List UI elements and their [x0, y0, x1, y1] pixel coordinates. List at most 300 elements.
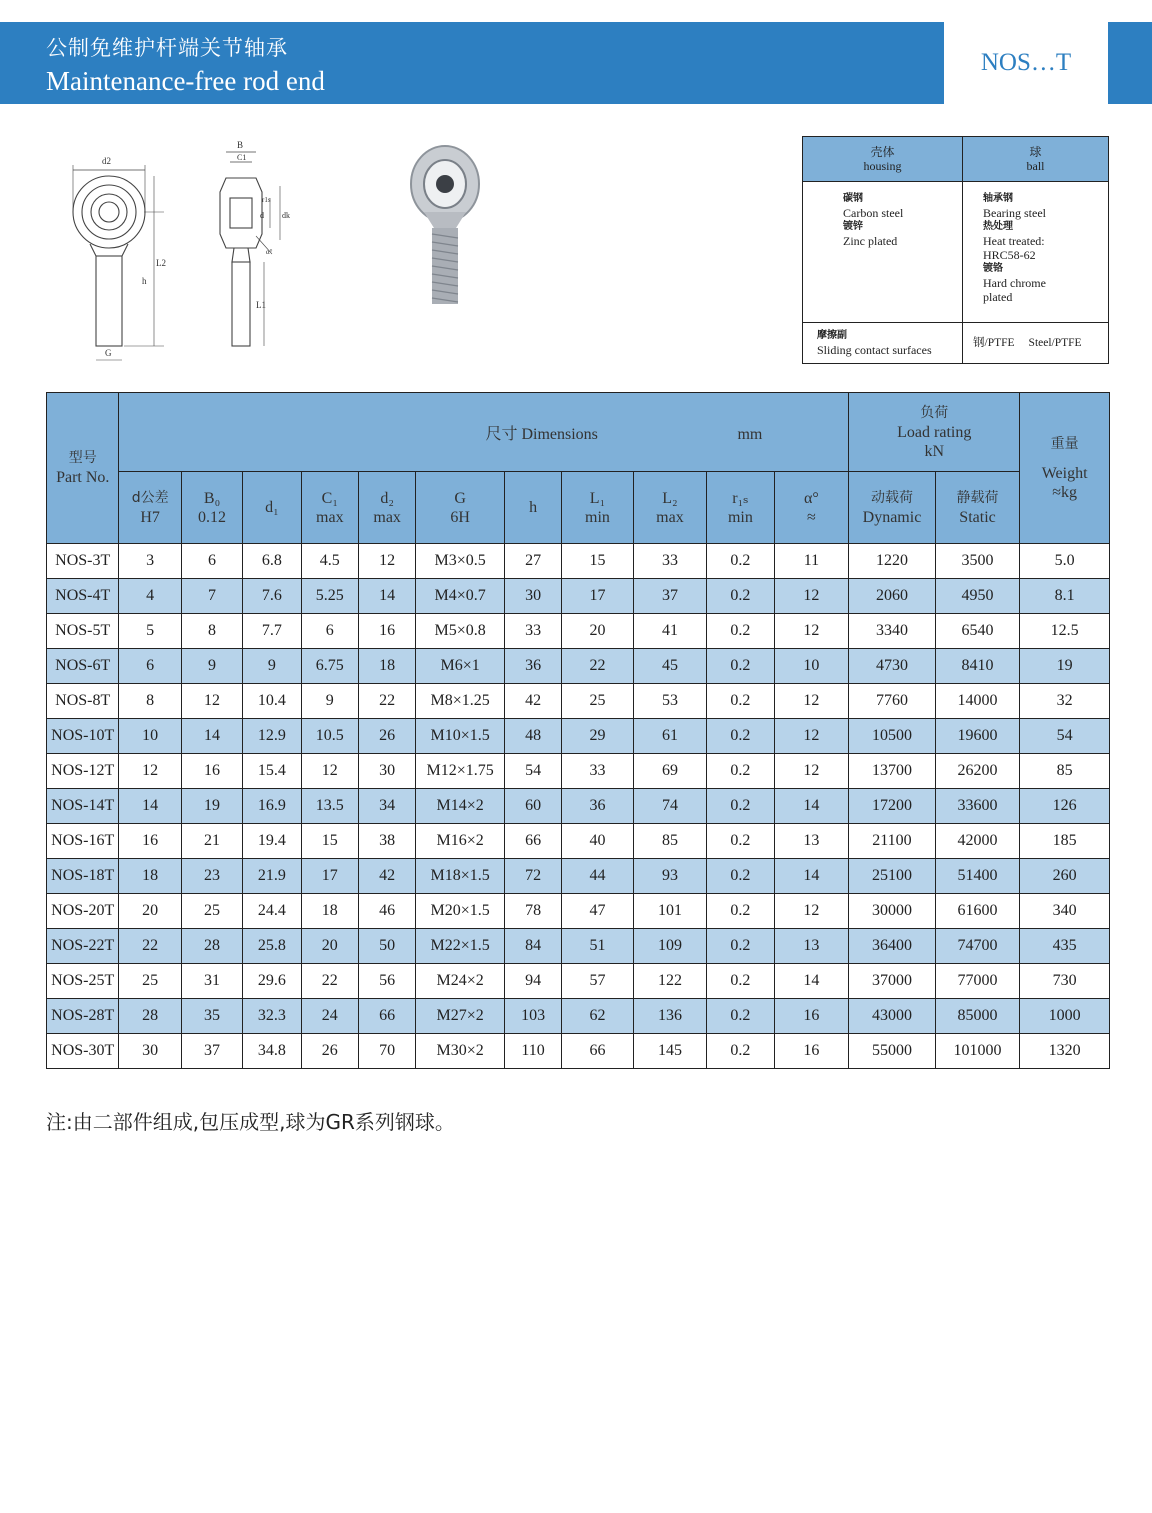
- dimension-column-header: [562, 472, 633, 544]
- label-alpha: α°: [266, 248, 273, 256]
- header-banner: [0, 22, 944, 104]
- table-cell: 31: [181, 964, 242, 999]
- table-cell: 0.2: [707, 684, 774, 719]
- table-cell: 57: [562, 964, 633, 999]
- table-cell: 6: [301, 614, 358, 649]
- table-cell: 435: [1020, 929, 1110, 964]
- table-cell: 12: [774, 894, 849, 929]
- table-cell: 74700: [935, 929, 1020, 964]
- part-number-cell: NOS-3T: [47, 544, 119, 579]
- part-number-cell: NOS-12T: [47, 754, 119, 789]
- table-cell: M14×2: [416, 789, 505, 824]
- table-row: [47, 684, 1110, 719]
- table-cell: 30: [358, 754, 415, 789]
- table-cell: 26200: [935, 754, 1020, 789]
- table-cell: 15: [301, 824, 358, 859]
- table-cell: 0.2: [707, 789, 774, 824]
- table-cell: 66: [358, 999, 415, 1034]
- materials-table: [802, 136, 1109, 364]
- table-cell: M6×1: [416, 649, 505, 684]
- part-number-cell: NOS-28T: [47, 999, 119, 1034]
- table-cell: 0.2: [707, 614, 774, 649]
- table-cell: 16: [774, 1034, 849, 1069]
- table-cell: 101: [633, 894, 706, 929]
- table-cell: 12: [181, 684, 242, 719]
- dimension-column-tolerance: max: [656, 508, 684, 526]
- housing-header: [803, 137, 963, 182]
- ball-header-cn: 球: [1029, 145, 1042, 159]
- ball-line: 轴承钢: [983, 193, 1013, 204]
- dimension-column-tolerance: ≈: [807, 508, 816, 526]
- dimension-column-tolerance: max: [373, 508, 401, 526]
- table-cell: 30: [504, 579, 561, 614]
- table-cell: 12: [774, 684, 849, 719]
- table-cell: 50: [358, 929, 415, 964]
- label-dk: dk: [282, 211, 290, 220]
- table-cell: 12: [774, 754, 849, 789]
- table-cell: 4: [119, 579, 181, 614]
- table-cell: M4×0.7: [416, 579, 505, 614]
- table-cell: 27: [504, 544, 561, 579]
- weight-unit: ≈kg: [1052, 483, 1078, 501]
- table-cell: 55000: [849, 1034, 936, 1069]
- sliding-value-cn: 钢/PTFE: [973, 337, 1015, 349]
- table-cell: 25: [562, 684, 633, 719]
- table-cell: 13700: [849, 754, 936, 789]
- table-cell: 30: [119, 1034, 181, 1069]
- table-cell: 3340: [849, 614, 936, 649]
- ball-line: Hard chrome: [983, 276, 1046, 290]
- table-cell: M5×0.8: [416, 614, 505, 649]
- table-row: [47, 999, 1110, 1034]
- table-cell: 13.5: [301, 789, 358, 824]
- table-cell: 26: [301, 1034, 358, 1069]
- table-row: [47, 754, 1110, 789]
- title-english: Maintenance-free rod end: [46, 66, 325, 96]
- table-cell: 29.6: [243, 964, 301, 999]
- table-cell: 6540: [935, 614, 1020, 649]
- table-cell: 20: [562, 614, 633, 649]
- housing-line: 镀锌: [843, 221, 863, 232]
- part-number-cell: NOS-16T: [47, 824, 119, 859]
- table-cell: M18×1.5: [416, 859, 505, 894]
- sliding-contact-en: Sliding contact surfaces: [817, 343, 932, 357]
- dimension-column-symbol: C₁: [321, 489, 338, 507]
- label-G: G: [105, 348, 112, 358]
- part-number-cell: NOS-22T: [47, 929, 119, 964]
- table-cell: 69: [633, 754, 706, 789]
- table-cell: 20: [119, 894, 181, 929]
- footnote: 注:由二部件组成,包压成型,球为GR系列钢球。: [46, 1110, 455, 1134]
- dimension-column-header: [774, 472, 849, 544]
- table-cell: M3×0.5: [416, 544, 505, 579]
- table-cell: 103: [504, 999, 561, 1034]
- front-view-drawing: [73, 165, 164, 360]
- dimension-column-header: [633, 472, 706, 544]
- table-cell: 1000: [1020, 999, 1110, 1034]
- table-cell: 10.4: [243, 684, 301, 719]
- table-cell: 0.2: [707, 719, 774, 754]
- table-cell: 36: [504, 649, 561, 684]
- table-cell: 0.2: [707, 649, 774, 684]
- table-cell: 14: [774, 789, 849, 824]
- table-cell: 110: [504, 1034, 561, 1069]
- part-number-cell: NOS-18T: [47, 859, 119, 894]
- table-cell: 17200: [849, 789, 936, 824]
- dimension-column-tolerance: H7: [140, 508, 160, 526]
- table-cell: 0.2: [707, 999, 774, 1034]
- table-cell: 54: [1020, 719, 1110, 754]
- dimension-column-header: [707, 472, 774, 544]
- table-cell: M30×2: [416, 1034, 505, 1069]
- part-number-header: [47, 393, 119, 544]
- table-cell: 14: [181, 719, 242, 754]
- table-cell: 12: [119, 754, 181, 789]
- table-cell: 145: [633, 1034, 706, 1069]
- table-cell: 66: [562, 1034, 633, 1069]
- table-cell: 16: [774, 999, 849, 1034]
- table-cell: 6.75: [301, 649, 358, 684]
- table-cell: 1320: [1020, 1034, 1110, 1069]
- table-cell: 185: [1020, 824, 1110, 859]
- table-cell: 47: [562, 894, 633, 929]
- table-cell: 42: [358, 859, 415, 894]
- dimension-column-symbol: d₁: [265, 499, 279, 516]
- table-cell: 85: [633, 824, 706, 859]
- table-cell: 33: [504, 614, 561, 649]
- table-cell: 33: [562, 754, 633, 789]
- table-cell: 4950: [935, 579, 1020, 614]
- table-cell: 54: [504, 754, 561, 789]
- table-cell: 6: [119, 649, 181, 684]
- table-cell: 13: [774, 929, 849, 964]
- table-row: [47, 894, 1110, 929]
- table-cell: 22: [358, 684, 415, 719]
- table-cell: 12: [301, 754, 358, 789]
- table-cell: 0.2: [707, 579, 774, 614]
- dimension-column-symbol: d₂: [380, 489, 394, 507]
- dynamic-header: [849, 472, 936, 544]
- part-number-cell: NOS-5T: [47, 614, 119, 649]
- table-cell: 25.8: [243, 929, 301, 964]
- dimension-column-header: [243, 472, 301, 544]
- table-cell: 14000: [935, 684, 1020, 719]
- table-row: [47, 1034, 1110, 1069]
- table-cell: 60: [504, 789, 561, 824]
- table-cell: 28: [181, 929, 242, 964]
- table-row: [47, 614, 1110, 649]
- table-cell: 84: [504, 929, 561, 964]
- housing-line: Carbon steel: [843, 206, 904, 220]
- dimensions-unit: mm: [737, 426, 763, 443]
- sliding-contact-value: [963, 323, 1109, 364]
- table-row: [47, 824, 1110, 859]
- dimension-column-tolerance: 6H: [450, 508, 470, 526]
- sliding-contact-cn: 摩擦副: [817, 330, 847, 341]
- table-cell: 53: [633, 684, 706, 719]
- table-cell: 10.5: [301, 719, 358, 754]
- dimension-column-symbol: α°: [804, 489, 819, 507]
- table-cell: 340: [1020, 894, 1110, 929]
- table-cell: 10500: [849, 719, 936, 754]
- table-row: [47, 719, 1110, 754]
- dimension-column-symbol: L₁: [589, 489, 606, 507]
- table-cell: 25100: [849, 859, 936, 894]
- table-row: [47, 929, 1110, 964]
- table-cell: 12: [774, 719, 849, 754]
- table-cell: 16.9: [243, 789, 301, 824]
- table-cell: 122: [633, 964, 706, 999]
- table-cell: 37: [633, 579, 706, 614]
- table-cell: 16: [358, 614, 415, 649]
- table-cell: 74: [633, 789, 706, 824]
- table-cell: 85: [1020, 754, 1110, 789]
- table-cell: M16×2: [416, 824, 505, 859]
- table-cell: 48: [504, 719, 561, 754]
- table-cell: 9: [243, 649, 301, 684]
- part-number-cell: NOS-8T: [47, 684, 119, 719]
- table-cell: 25: [181, 894, 242, 929]
- dimensions-header: [119, 393, 849, 472]
- table-cell: 29: [562, 719, 633, 754]
- table-cell: 17: [562, 579, 633, 614]
- dimension-column-tolerance: min: [585, 508, 610, 526]
- table-cell: 14: [119, 789, 181, 824]
- dimension-column-tolerance: 0.12: [198, 508, 227, 526]
- table-cell: 7.7: [243, 614, 301, 649]
- table-cell: 62: [562, 999, 633, 1034]
- table-cell: 7: [181, 579, 242, 614]
- table-cell: 38: [358, 824, 415, 859]
- table-cell: 18: [358, 649, 415, 684]
- dimensions-label: 尺寸 Dimensions: [485, 426, 598, 443]
- dimension-column-header: [301, 472, 358, 544]
- table-cell: 24.4: [243, 894, 301, 929]
- table-cell: 94: [504, 964, 561, 999]
- table-cell: 17: [301, 859, 358, 894]
- table-cell: 10: [774, 649, 849, 684]
- table-cell: M20×1.5: [416, 894, 505, 929]
- table-cell: 51400: [935, 859, 1020, 894]
- dimension-column-header: [181, 472, 242, 544]
- table-cell: 15.4: [243, 754, 301, 789]
- table-cell: 136: [633, 999, 706, 1034]
- table-row: [47, 649, 1110, 684]
- table-cell: 12: [774, 614, 849, 649]
- table-cell: 56: [358, 964, 415, 999]
- table-cell: 6.8: [243, 544, 301, 579]
- specification-table: [46, 392, 1110, 1069]
- product-photo: [411, 146, 479, 304]
- table-cell: 6: [181, 544, 242, 579]
- table-cell: 20: [301, 929, 358, 964]
- label-h: h: [142, 276, 147, 286]
- table-cell: 40: [562, 824, 633, 859]
- table-cell: 36400: [849, 929, 936, 964]
- static-header-cn: 静载荷: [956, 489, 999, 506]
- table-cell: 34: [358, 789, 415, 824]
- table-cell: M24×2: [416, 964, 505, 999]
- table-cell: 18: [301, 894, 358, 929]
- table-cell: 61600: [935, 894, 1020, 929]
- sliding-contact-label: [803, 323, 963, 364]
- label-L2: L2: [156, 258, 166, 268]
- dimension-column-tolerance: min: [727, 508, 753, 526]
- dimension-column-tolerance: max: [316, 508, 344, 526]
- table-cell: M12×1.75: [416, 754, 505, 789]
- table-cell: 5.25: [301, 579, 358, 614]
- load-rating-header: [849, 393, 1020, 472]
- table-cell: 34.8: [243, 1034, 301, 1069]
- ball-line: HRC58-62: [983, 248, 1036, 262]
- dimension-column-symbol: d公差: [131, 489, 169, 506]
- housing-line: 碳钢: [843, 193, 863, 204]
- table-cell: 19: [181, 789, 242, 824]
- sliding-value-en: Steel/PTFE: [1028, 337, 1082, 349]
- table-cell: 7760: [849, 684, 936, 719]
- table-cell: 78: [504, 894, 561, 929]
- part-number-header-en: Part No.: [56, 469, 110, 486]
- label-r1s: r1s: [262, 196, 271, 204]
- table-cell: 16: [181, 754, 242, 789]
- weight-header: [1020, 393, 1110, 544]
- table-cell: 13: [774, 824, 849, 859]
- dimension-column-symbol: G: [454, 489, 466, 507]
- part-number-cell: NOS-6T: [47, 649, 119, 684]
- table-cell: 70: [358, 1034, 415, 1069]
- table-cell: 16: [119, 824, 181, 859]
- label-L1: L1: [256, 300, 266, 310]
- table-cell: 33: [633, 544, 706, 579]
- table-cell: 0.2: [707, 859, 774, 894]
- weight-header-cn: 重量: [1050, 435, 1079, 452]
- table-cell: 28: [119, 999, 181, 1034]
- table-cell: M22×1.5: [416, 929, 505, 964]
- ball-line: Heat treated:: [983, 234, 1045, 248]
- table-cell: 0.2: [707, 894, 774, 929]
- table-cell: 22: [301, 964, 358, 999]
- table-cell: 11: [774, 544, 849, 579]
- dimension-column-header: [504, 472, 561, 544]
- table-row: [47, 789, 1110, 824]
- table-cell: 260: [1020, 859, 1110, 894]
- load-rating-header-cn: 负荷: [920, 404, 949, 421]
- table-cell: 37: [181, 1034, 242, 1069]
- table-cell: 10: [119, 719, 181, 754]
- label-d: d: [260, 211, 264, 220]
- load-rating-unit: kN: [924, 442, 945, 460]
- static-header-en: Static: [959, 508, 996, 526]
- table-cell: 45: [633, 649, 706, 684]
- part-number-header-cn: 型号: [68, 450, 97, 466]
- part-number-cell: NOS-20T: [47, 894, 119, 929]
- weight-header-en: Weight: [1041, 464, 1088, 482]
- table-cell: 4.5: [301, 544, 358, 579]
- load-rating-header-en: Load rating: [897, 423, 972, 441]
- table-cell: 25: [119, 964, 181, 999]
- rod-end-drawings: [44, 132, 514, 372]
- table-cell: 23: [181, 859, 242, 894]
- table-cell: 15: [562, 544, 633, 579]
- table-cell: 26: [358, 719, 415, 754]
- table-cell: 3: [119, 544, 181, 579]
- table-cell: M8×1.25: [416, 684, 505, 719]
- table-cell: 32: [1020, 684, 1110, 719]
- table-row: [47, 859, 1110, 894]
- table-cell: 8.1: [1020, 579, 1110, 614]
- dimension-column-symbol: r₁ₛ: [732, 489, 749, 507]
- table-cell: 12.9: [243, 719, 301, 754]
- table-cell: 19.4: [243, 824, 301, 859]
- table-row: [47, 544, 1110, 579]
- table-row: [47, 964, 1110, 999]
- table-cell: 36: [562, 789, 633, 824]
- table-cell: 77000: [935, 964, 1020, 999]
- table-cell: 46: [358, 894, 415, 929]
- table-cell: 12: [358, 544, 415, 579]
- table-cell: 42: [504, 684, 561, 719]
- table-cell: 22: [562, 649, 633, 684]
- table-cell: 35: [181, 999, 242, 1034]
- table-cell: 72: [504, 859, 561, 894]
- table-cell: 126: [1020, 789, 1110, 824]
- table-cell: 8: [181, 614, 242, 649]
- table-cell: 32.3: [243, 999, 301, 1034]
- table-cell: 0.2: [707, 544, 774, 579]
- label-B: B: [237, 140, 244, 150]
- table-cell: 43000: [849, 999, 936, 1034]
- table-cell: 14: [774, 859, 849, 894]
- table-cell: 0.2: [707, 929, 774, 964]
- ball-line: 镀铬: [983, 263, 1003, 274]
- table-cell: 85000: [935, 999, 1020, 1034]
- dimension-column-symbol: h: [529, 499, 538, 516]
- table-cell: 42000: [935, 824, 1020, 859]
- label-d2: d2: [102, 156, 111, 166]
- table-cell: 9: [301, 684, 358, 719]
- housing-line: Zinc plated: [843, 234, 898, 248]
- table-cell: 61: [633, 719, 706, 754]
- table-cell: 9: [181, 649, 242, 684]
- table-cell: 21.9: [243, 859, 301, 894]
- table-cell: 93: [633, 859, 706, 894]
- table-cell: 8410: [935, 649, 1020, 684]
- dynamic-header-cn: 动载荷: [870, 489, 913, 506]
- table-cell: 21: [181, 824, 242, 859]
- table-cell: 101000: [935, 1034, 1020, 1069]
- table-cell: 12.5: [1020, 614, 1110, 649]
- table-cell: 44: [562, 859, 633, 894]
- table-cell: 24: [301, 999, 358, 1034]
- table-cell: 2060: [849, 579, 936, 614]
- part-number-cell: NOS-10T: [47, 719, 119, 754]
- table-cell: 0.2: [707, 964, 774, 999]
- ball-line: Bearing steel: [983, 206, 1046, 220]
- table-cell: 5: [119, 614, 181, 649]
- dimension-column-symbol: B₀: [203, 489, 221, 507]
- table-cell: 7.6: [243, 579, 301, 614]
- table-cell: 0.2: [707, 824, 774, 859]
- housing-header-en: housing: [863, 159, 902, 173]
- housing-material: [803, 182, 963, 323]
- table-cell: 14: [358, 579, 415, 614]
- ball-line: 热处理: [983, 221, 1013, 232]
- table-cell: 12: [774, 579, 849, 614]
- housing-header-cn: 壳体: [870, 145, 895, 159]
- table-cell: 8: [119, 684, 181, 719]
- table-cell: 5.0: [1020, 544, 1110, 579]
- ball-line: plated: [983, 290, 1013, 304]
